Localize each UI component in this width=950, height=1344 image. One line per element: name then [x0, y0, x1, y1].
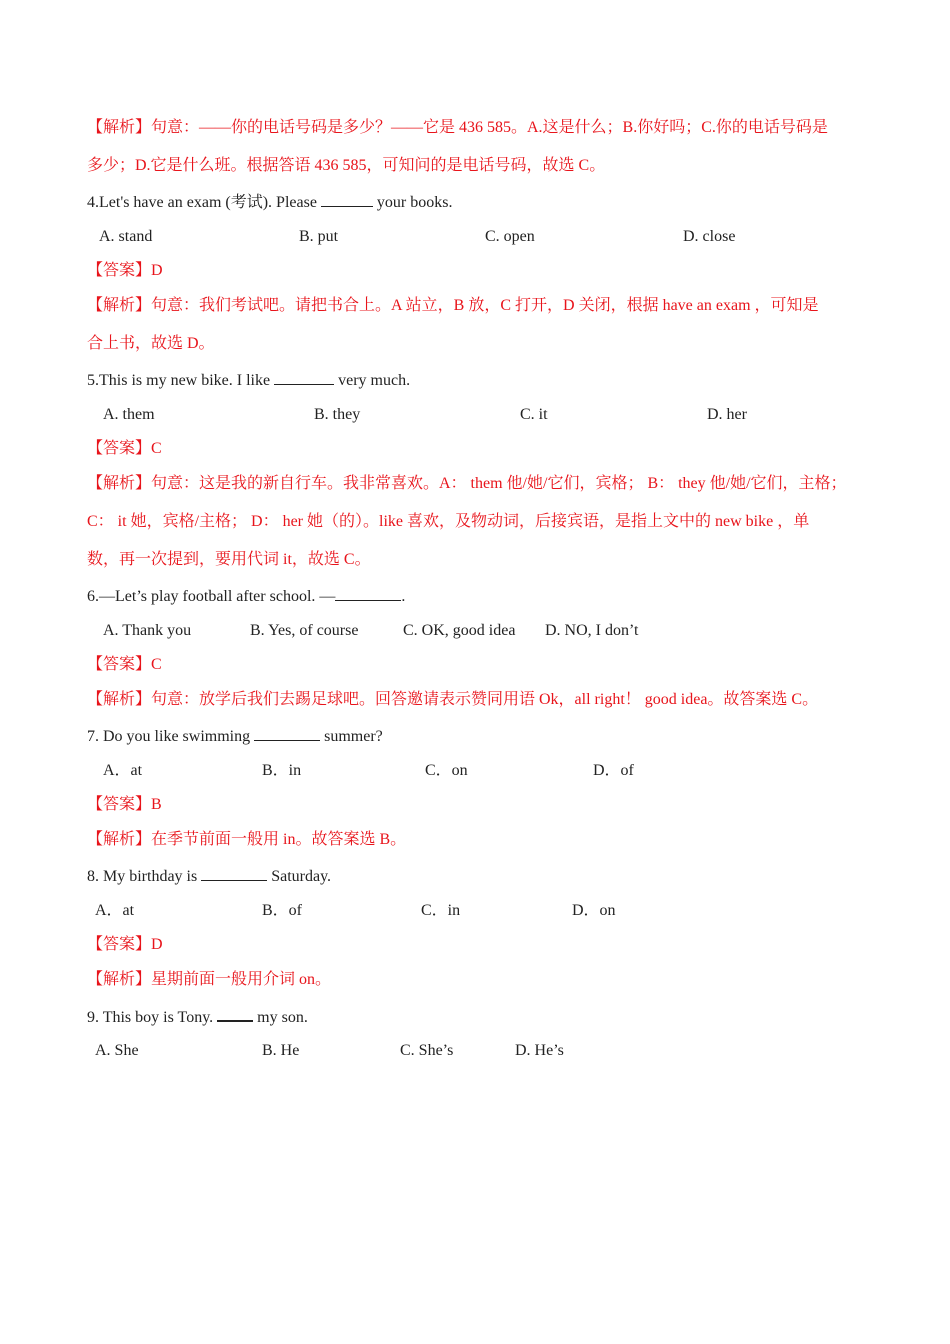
option-a: A．at	[95, 902, 135, 919]
option-d: D. close	[683, 228, 736, 245]
option-c: C. open	[485, 228, 535, 245]
q3-analysis-line-1: 【解析】句意：——你的电话号码是多少？——它是 436 585。A.这是什么；B.你好吗；C.你的电话号码是	[87, 119, 828, 136]
answer-label: 【答案】C	[87, 440, 162, 457]
question-6	[87, 586, 405, 607]
option-a: A. Thank you	[103, 622, 192, 639]
option-c: C. She’s	[400, 1042, 454, 1059]
analysis-line-2: 合上书，故选 D。	[87, 335, 215, 352]
analysis-line-1: 【解析】在季节前面一般用 in。故答案选 B。	[87, 831, 407, 848]
question-7	[87, 726, 383, 747]
option-d: D. her	[707, 406, 747, 423]
option-a: A. them	[103, 406, 155, 423]
answer-label: 【答案】D	[87, 936, 163, 953]
answer-blank	[274, 370, 334, 385]
question-text-post: my son.	[253, 1009, 308, 1026]
answer-label: 【答案】D	[87, 262, 163, 279]
option-b: B. put	[299, 228, 339, 245]
option-b: B. Yes, of course	[250, 622, 359, 639]
analysis-line-2: C： it 她，宾格/主格； D： her 她（的）。like 喜欢，及物动词，后接宾语，是指上文中的 new bike ，单	[87, 513, 810, 530]
question-text-post: summer?	[320, 728, 383, 745]
answer-blank	[335, 586, 401, 601]
answer-label: 【答案】C	[87, 656, 162, 673]
analysis-line-3: 数，再一次提到，要用代词 it，故选 C。	[87, 551, 371, 568]
option-b: B．of	[262, 902, 303, 919]
answer-label: 【答案】B	[87, 796, 162, 813]
answer-blank	[217, 1006, 253, 1022]
analysis-line-1: 【解析】句意：放学后我们去踢足球吧。回答邀请表示赞同用语 Ok，all right！ good idea。故答案选 C。	[87, 691, 819, 708]
question-text-post: your books.	[372, 194, 453, 211]
question-text-post: Saturday.	[267, 868, 332, 885]
option-c: C. OK, good idea	[403, 622, 516, 639]
option-c: C. it	[520, 406, 548, 423]
question-text-pre: 7. Do you like swimming	[87, 728, 255, 745]
option-b: B. He	[262, 1042, 300, 1059]
analysis-line-1: 【解析】句意：这是我的新自行车。我非常喜欢。A： them 他/她/它们，宾格； B： they 他/她/它们，主格；	[87, 475, 847, 492]
answer-blank	[201, 866, 267, 881]
question-text-pre: 8. My birthday is	[87, 868, 202, 885]
question-text-pre: 6.—Let’s play football after school. —	[87, 588, 336, 605]
question-4	[87, 192, 452, 213]
question-text-post: very much.	[334, 372, 411, 389]
answer-blank	[254, 726, 320, 741]
option-b: B．in	[262, 762, 302, 779]
question-text-post: .	[401, 588, 406, 605]
q3-analysis-line-2: 多少；D.它是什么班。根据答语 436 585，可知问的是电话号码，故选 C。	[87, 157, 606, 174]
option-c: C．in	[421, 902, 461, 919]
option-a: A. She	[95, 1042, 139, 1059]
question-text-pre: 4.Let's have an exam (考试). Please	[87, 194, 321, 211]
analysis-line-1: 【解析】句意：我们考试吧。请把书合上。A 站立，B 放，C 打开，D 关闭，根据 have an exam ，可知是	[87, 297, 819, 314]
answer-blank	[321, 192, 373, 207]
option-b: B. they	[314, 406, 361, 423]
option-a: A．at	[103, 762, 143, 779]
question-9	[87, 1006, 308, 1028]
question-8	[87, 866, 331, 887]
option-d: D．on	[572, 902, 616, 919]
option-d: D．of	[593, 762, 634, 779]
question-text-pre: 9. This boy is Tony.	[87, 1009, 218, 1026]
option-c: C．on	[425, 762, 468, 779]
question-text-pre: 5.This is my new bike. I like	[87, 372, 275, 389]
analysis-line-1: 【解析】星期前面一般用介词 on。	[87, 971, 332, 988]
question-5	[87, 370, 410, 391]
option-d: D. He’s	[515, 1042, 564, 1059]
option-d: D. NO, I don’t	[545, 622, 639, 639]
option-a: A. stand	[99, 228, 153, 245]
